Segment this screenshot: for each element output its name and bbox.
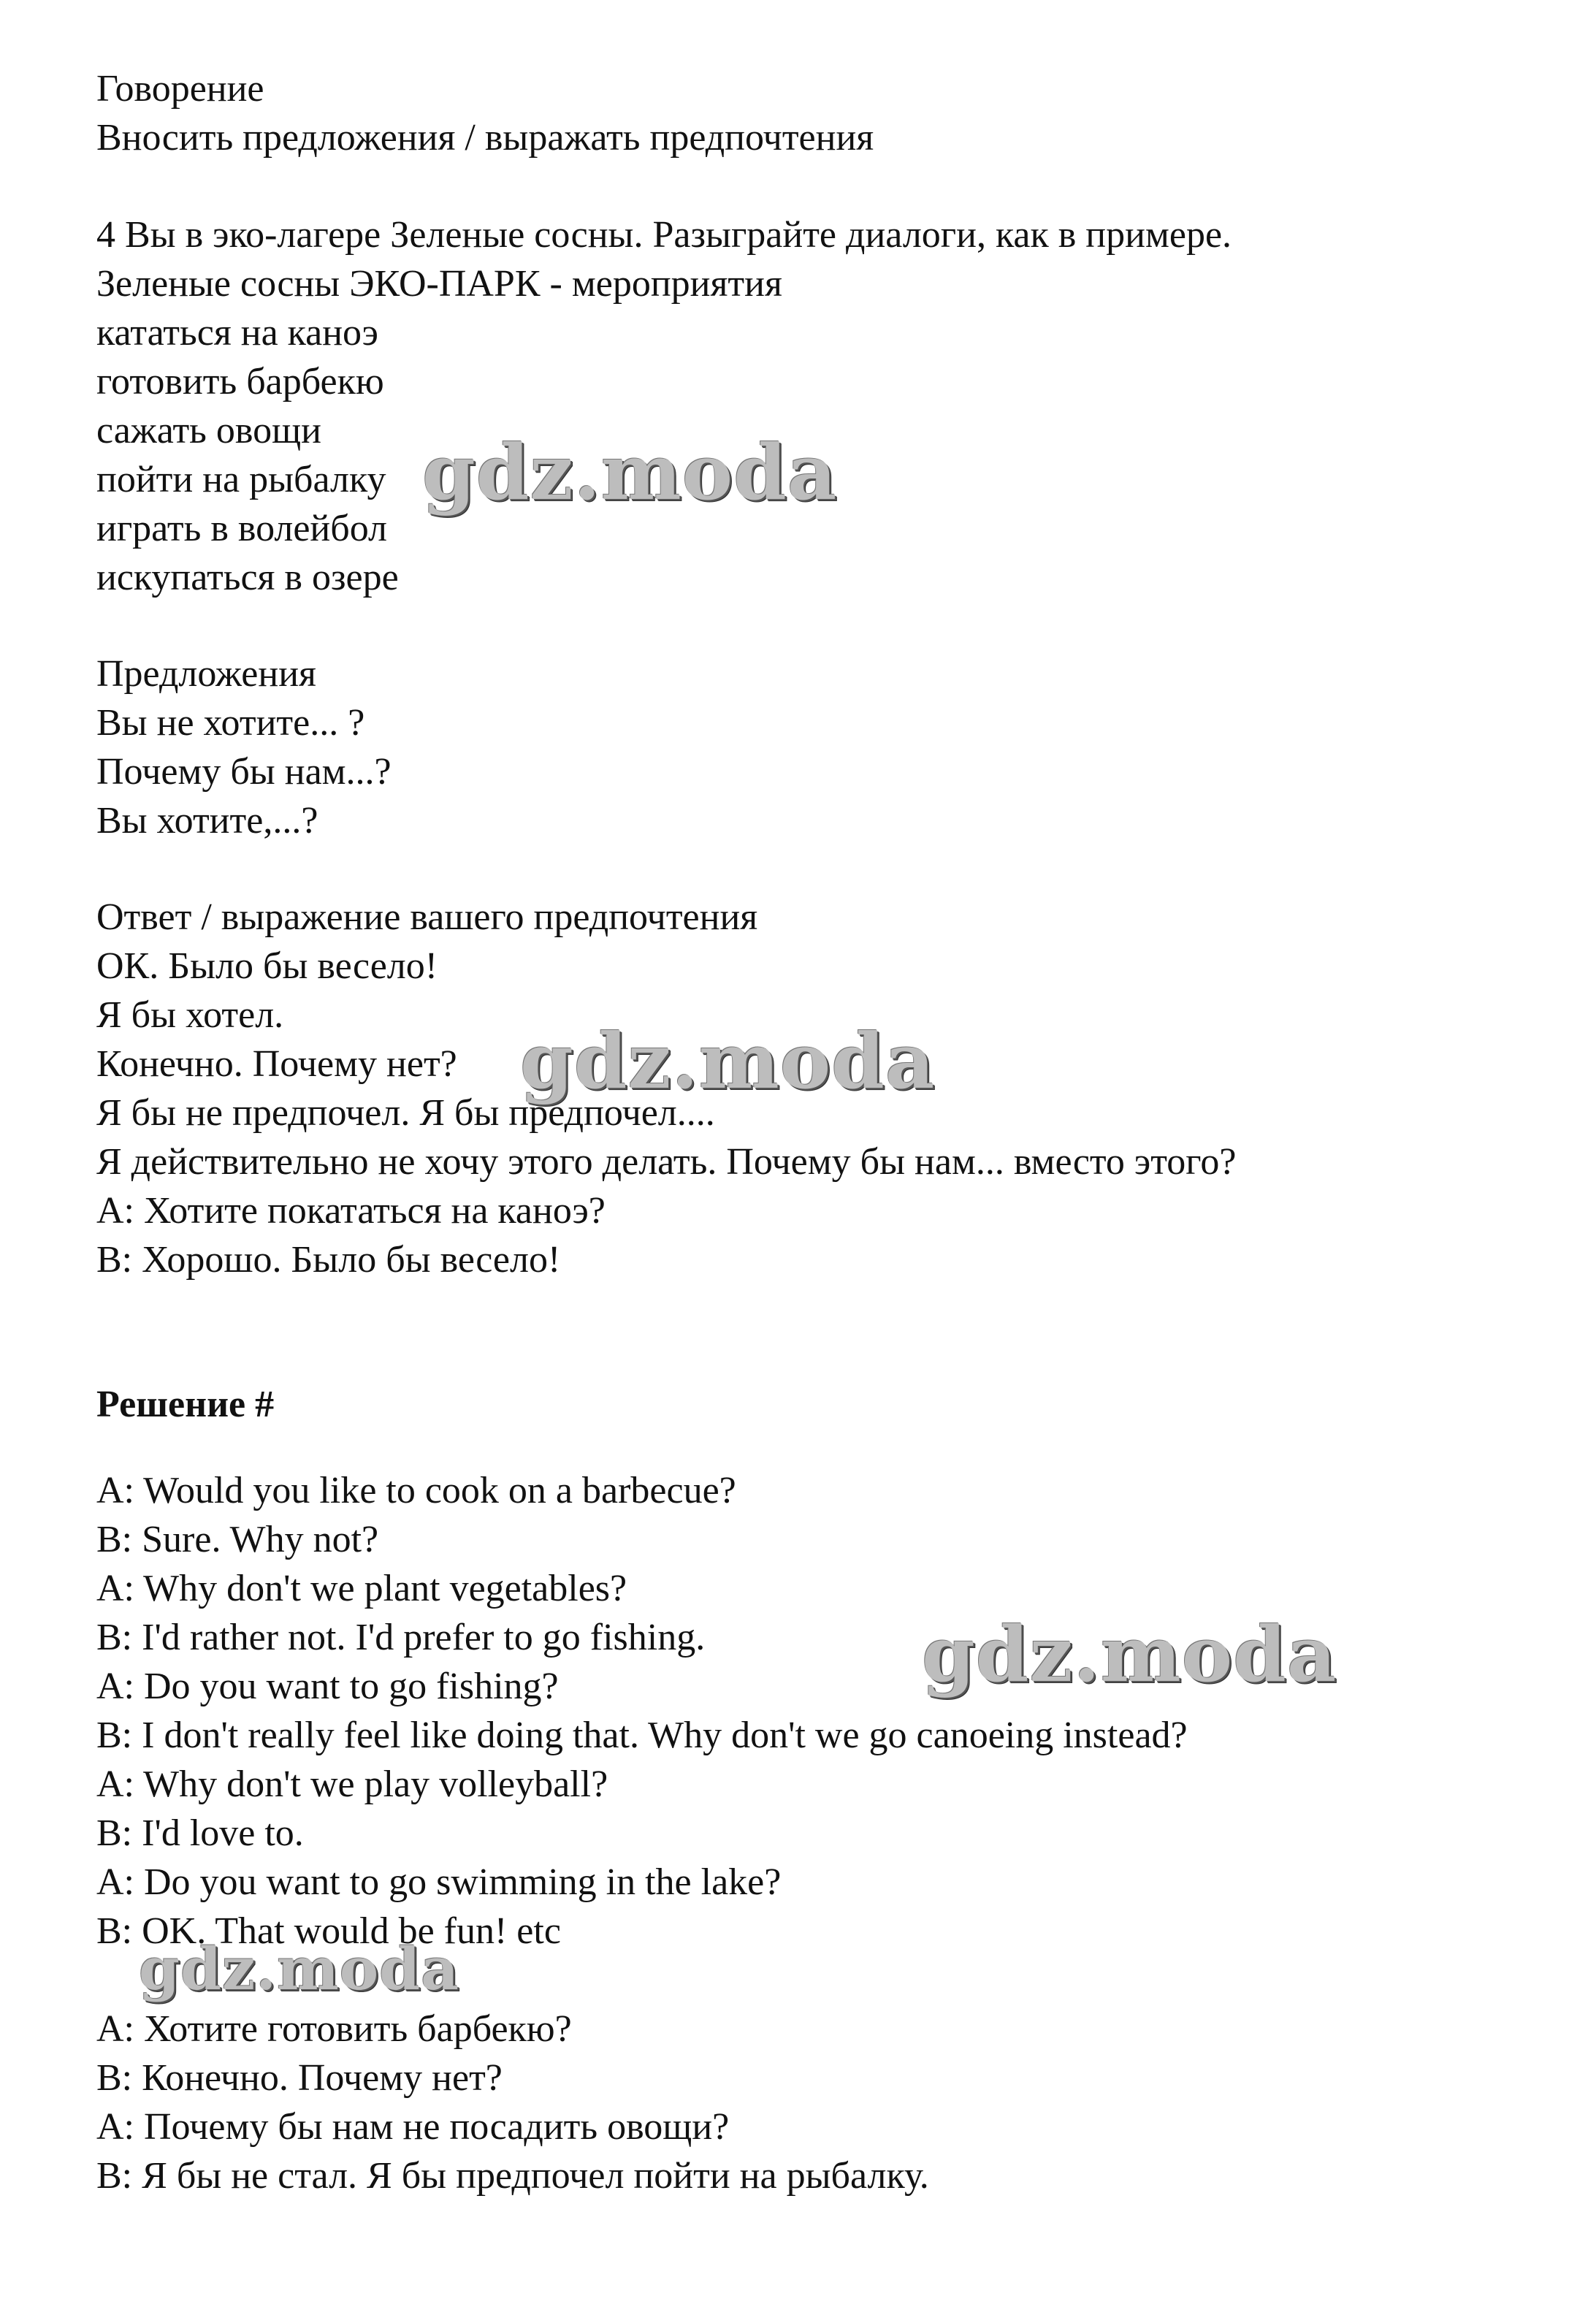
response-item: ОК. Было бы весело! bbox=[96, 945, 438, 987]
watermark: gdz.moda bbox=[922, 1609, 1337, 1699]
dialogue-line-ru: В: Конечно. Почему нет? bbox=[96, 2057, 503, 2099]
solution-title: Решение # bbox=[96, 1384, 275, 1425]
dialogue-line-ru: В: Я бы не стал. Я бы предпочел пойти на рыбалку. bbox=[96, 2155, 929, 2197]
dialogue-line: A: Do you want to go fishing? bbox=[96, 1666, 559, 1707]
example-line: В: Хорошо. Было бы весело! bbox=[96, 1239, 561, 1281]
section-title: Говорение bbox=[96, 68, 264, 110]
dialogue-line: A: Why don't we play volleyball? bbox=[96, 1763, 608, 1805]
suggestion-item: Почему бы нам...? bbox=[96, 751, 392, 793]
activity-item: кататься на каноэ bbox=[96, 312, 378, 354]
dialogue-line: B: I'd rather not. I'd prefer to go fishing. bbox=[96, 1617, 706, 1658]
response-item: Конечно. Почему нет? bbox=[96, 1043, 457, 1085]
watermark: gdz.moda bbox=[520, 1016, 936, 1106]
dialogue-line: A: Why don't we plant vegetables? bbox=[96, 1568, 627, 1609]
dialogue-line-ru: А: Хотите готовить барбекю? bbox=[96, 2008, 572, 2050]
watermark: gdz.moda bbox=[422, 427, 838, 517]
dialogue-line-ru: А: Почему бы нам не посадить овощи? bbox=[96, 2106, 730, 2148]
watermark: gdz.moda bbox=[139, 1934, 459, 2003]
activity-item: сажать овощи bbox=[96, 410, 321, 451]
dialogue-line: B: Sure. Why not? bbox=[96, 1519, 379, 1560]
activity-item: искупаться в озере bbox=[96, 557, 399, 598]
task-instruction: 4 Вы в эко-лагере Зеленые сосны. Разыграйте диалоги, как в примере. bbox=[96, 214, 1232, 256]
dialogue-line: B: I don't really feel like doing that. Why don't we go canoeing instead? bbox=[96, 1715, 1188, 1756]
dialogue-line: A: Would you like to cook on a barbecue? bbox=[96, 1470, 736, 1511]
response-item: Я бы не предпочел. Я бы предпочел.... bbox=[96, 1092, 715, 1134]
dialogue-line: A: Do you want to go swimming in the lake? bbox=[96, 1861, 782, 1903]
activity-item: готовить барбекю bbox=[96, 361, 384, 403]
suggestions-title: Предложения bbox=[96, 653, 316, 695]
suggestion-item: Вы хотите,...? bbox=[96, 800, 318, 842]
dialogue-line: B: I'd love to. bbox=[96, 1812, 304, 1854]
activities-list-title: Зеленые сосны ЭКО-ПАРК - мероприятия bbox=[96, 263, 782, 305]
section-subtitle: Вносить предложения / выражать предпочтения bbox=[96, 117, 874, 159]
example-line: А: Хотите покататься на каноэ? bbox=[96, 1190, 606, 1232]
suggestion-item: Вы не хотите... ? bbox=[96, 702, 365, 744]
activity-item: играть в волейбол bbox=[96, 508, 387, 549]
dialogue-line: B: OK. That would be fun! etc bbox=[96, 1910, 561, 1952]
response-item: Я бы хотел. bbox=[96, 994, 284, 1036]
response-item: Я действительно не хочу этого делать. Почему бы нам... вместо этого? bbox=[96, 1141, 1237, 1183]
activity-item: пойти на рыбалку bbox=[96, 459, 386, 500]
responses-title: Ответ / выражение вашего предпочтения bbox=[96, 896, 758, 938]
